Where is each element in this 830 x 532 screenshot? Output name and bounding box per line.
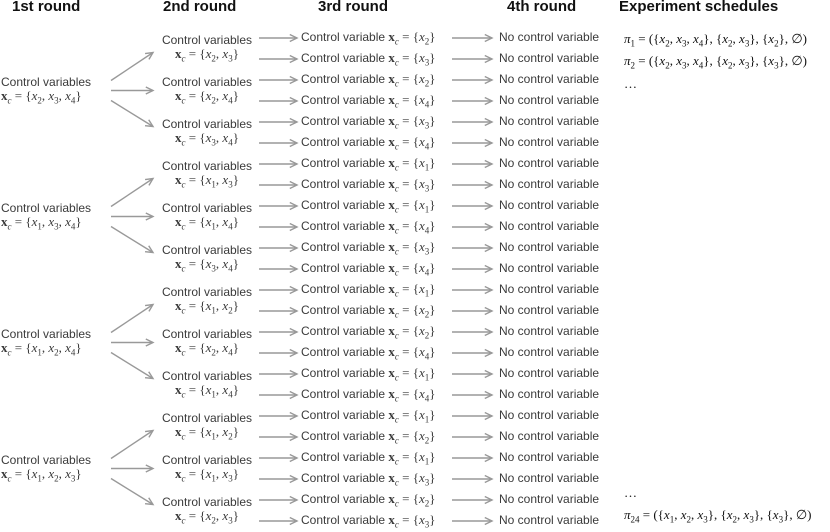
arrow-r3-r4 xyxy=(452,224,492,231)
round4-node: No control variable xyxy=(499,72,600,86)
arrow-r1-r2 xyxy=(111,227,153,253)
round4-node: No control variable xyxy=(499,450,600,464)
arrow-r3-r4 xyxy=(452,392,492,399)
arrow-r3-r4 xyxy=(452,119,492,126)
schedule-pi-2: $\pi_2 = (\{x_2$, $x_3$, $x_4$}, {$x_2$, $x_3$}, $\{x_3\}$, ∅) xyxy=(624,53,807,71)
arrow-r2-r3 xyxy=(259,518,297,525)
arrow-r2-r3 xyxy=(259,371,297,378)
arrow-r3-r4 xyxy=(452,140,492,147)
arrow-r3-r4 xyxy=(452,77,492,84)
arrow-r3-r4 xyxy=(452,308,492,315)
round2-node: Control variables $x_c = \{x_2$, $x_4$} xyxy=(161,326,253,358)
arrow-r1-r2 xyxy=(111,53,153,81)
round4-node: No control variable xyxy=(499,135,600,149)
arrow-r2-r3 xyxy=(259,77,297,84)
schedule-pi-24: $\pi_{24} = (\{x_1$, $x_2$, $x_3$}, {$x_2$, $x_3$}, $\{x_3\}$, ∅) xyxy=(624,507,812,525)
header-4th-round: 4th round xyxy=(507,0,577,15)
arrow-r3-r4 xyxy=(452,434,492,441)
round2-node: Control variables $x_c = \{x_2$, $x_4$} xyxy=(161,74,253,106)
arrow-r3-r4 xyxy=(452,329,492,336)
round3-node: Control variable $x_c = \{x_2\}$ xyxy=(301,491,436,509)
schedule-ellipsis-top: … xyxy=(624,76,637,91)
round3-node: Control variable $x_c = \{x_1\}$ xyxy=(301,365,436,383)
arrow-r2-r3 xyxy=(259,245,297,252)
round3-node: Control variable $x_c = \{x_4\}$ xyxy=(301,92,436,110)
arrow-r3-r4 xyxy=(452,476,492,483)
arrow-r2-r3 xyxy=(259,350,297,357)
round2-node: Control variables $x_c = \{x_2$, $x_3$} xyxy=(161,32,253,64)
arrow-r3-r4 xyxy=(452,287,492,294)
arrow-r2-r3 xyxy=(259,203,297,210)
round4-node: No control variable xyxy=(499,387,600,401)
arrow-r1-r2 xyxy=(111,339,153,346)
arrow-r3-r4 xyxy=(452,98,492,105)
round3-node: Control variable $x_c = \{x_2\}$ xyxy=(301,428,436,446)
round4-node: No control variable xyxy=(499,156,600,170)
round2-node: Control variables $x_c = \{x_1$, $x_2$} xyxy=(161,284,253,316)
arrow-r3-r4 xyxy=(452,56,492,63)
arrow-r2-r3 xyxy=(259,455,297,462)
round4-node: No control variable xyxy=(499,303,600,317)
round4-node: No control variable xyxy=(499,513,600,527)
round4-node: No control variable xyxy=(499,471,600,485)
round3-node: Control variable $x_c = \{x_3\}$ xyxy=(301,470,436,488)
arrow-r1-r2 xyxy=(111,431,153,459)
round4-node: No control variable xyxy=(499,219,600,233)
arrow-r2-r3 xyxy=(259,308,297,315)
round3-node: Control variable $x_c = \{x_2\}$ xyxy=(301,323,436,341)
round3-node: Control variable $x_c = \{x_1\}$ xyxy=(301,281,436,299)
arrow-r3-r4 xyxy=(452,161,492,168)
round3-node: Control variable $x_c = \{x_2\}$ xyxy=(301,302,436,320)
round4-node: No control variable xyxy=(499,366,600,380)
arrow-r2-r3 xyxy=(259,476,297,483)
arrow-r3-r4 xyxy=(452,497,492,504)
arrow-r2-r3 xyxy=(259,413,297,420)
round2-node: Control variables $x_c = \{x_1$, $x_4$} xyxy=(161,368,253,400)
header-2nd-round: 2nd round xyxy=(163,0,237,15)
arrow-r3-r4 xyxy=(452,518,492,525)
arrow-r2-r3 xyxy=(259,182,297,189)
round3-node: Control variable $x_c = \{x_4\}$ xyxy=(301,134,436,152)
round1-node: Control variables $x_c = \{x_1$, $x_3$, $x_4$} xyxy=(1,200,92,232)
arrow-r2-r3 xyxy=(259,161,297,168)
round4-node: No control variable xyxy=(499,114,600,128)
round4-node: No control variable xyxy=(499,429,600,443)
round4-node: No control variable xyxy=(499,93,600,107)
round2-node: Control variables $x_c = \{x_2$, $x_3$} xyxy=(161,494,253,526)
round3-node: Control variable $x_c = \{x_4\}$ xyxy=(301,386,436,404)
round3-node: Control variable $x_c = \{x_3\}$ xyxy=(301,239,436,257)
arrow-r2-r3 xyxy=(259,287,297,294)
round3-node: Control variable $x_c = \{x_4\}$ xyxy=(301,260,436,278)
header-3rd-round: 3rd round xyxy=(318,0,388,15)
schedule-pi-1: $\pi_1 = (\{x_2$, $x_3$, $x_4$}, {$x_2$, $x_3$}, $\{x_2\}$, ∅) xyxy=(624,31,807,49)
round4-node: No control variable xyxy=(499,198,600,212)
round4-node: No control variable xyxy=(499,408,600,422)
arrow-r2-r3 xyxy=(259,497,297,504)
arrow-r2-r3 xyxy=(259,119,297,126)
arrow-r1-r2 xyxy=(111,465,153,472)
round3-node: Control variable $x_c = \{x_2\}$ xyxy=(301,29,436,47)
arrow-r3-r4 xyxy=(452,371,492,378)
round4-node: No control variable xyxy=(499,177,600,191)
round2-node: Control variables $x_c = \{x_3$, $x_4$} xyxy=(161,242,253,274)
round3-node: Control variable $x_c = \{x_2\}$ xyxy=(301,71,436,89)
arrow-r2-r3 xyxy=(259,224,297,231)
round2-node: Control variables $x_c = \{x_3$, $x_4$} xyxy=(161,116,253,148)
round3-node: Control variable $x_c = \{x_1\}$ xyxy=(301,155,436,173)
arrow-r1-r2 xyxy=(111,479,153,505)
arrow-r3-r4 xyxy=(452,455,492,462)
header-experiment-schedules: Experiment schedules xyxy=(619,0,779,15)
round4-node: No control variable xyxy=(499,282,600,296)
arrow-r2-r3 xyxy=(259,35,297,42)
arrow-r3-r4 xyxy=(452,413,492,420)
arrow-r1-r2 xyxy=(111,213,153,220)
round3-node: Control variable $x_c = \{x_1\}$ xyxy=(301,197,436,215)
round3-node: Control variable $x_c = \{x_3\}$ xyxy=(301,113,436,131)
arrow-r3-r4 xyxy=(452,182,492,189)
arrow-r2-r3 xyxy=(259,98,297,105)
round4-node: No control variable xyxy=(499,51,600,65)
round3-node: Control variable $x_c = \{x_3\}$ xyxy=(301,176,436,194)
round4-node: No control variable xyxy=(499,240,600,254)
arrow-r1-r2 xyxy=(111,305,153,333)
arrow-r1-r2 xyxy=(111,353,153,379)
round1-node: Control variables $x_c = \{x_1$, $x_2$, $x_4$} xyxy=(1,326,92,358)
arrow-r3-r4 xyxy=(452,35,492,42)
arrow-r2-r3 xyxy=(259,392,297,399)
schedule-ellipsis-bottom: … xyxy=(624,485,637,500)
arrow-r2-r3 xyxy=(259,56,297,63)
round2-node: Control variables $x_c = \{x_1$, $x_3$} xyxy=(161,452,253,484)
round3-node: Control variable $x_c = \{x_1\}$ xyxy=(301,407,436,425)
round3-node: Control variable $x_c = \{x_3\}$ xyxy=(301,512,436,530)
round1-node: Control variables $x_c = \{x_2$, $x_3$, $x_4$} xyxy=(1,74,92,106)
round3-node: Control variable $x_c = \{x_4\}$ xyxy=(301,218,436,236)
round3-node: Control variable $x_c = \{x_4\}$ xyxy=(301,344,436,362)
round2-node: Control variables $x_c = \{x_1$, $x_3$} xyxy=(161,158,253,190)
arrow-r3-r4 xyxy=(452,203,492,210)
round4-node: No control variable xyxy=(499,324,600,338)
arrow-r2-r3 xyxy=(259,434,297,441)
round1-node: Control variables $x_c = \{x_1$, $x_2$, $x_3$} xyxy=(1,452,92,484)
round3-node: Control variable $x_c = \{x_1\}$ xyxy=(301,449,436,467)
round2-node: Control variables $x_c = \{x_1$, $x_2$} xyxy=(161,410,253,442)
arrow-r1-r2 xyxy=(111,87,153,94)
arrow-r1-r2 xyxy=(111,179,153,207)
round4-node: No control variable xyxy=(499,492,600,506)
arrow-r3-r4 xyxy=(452,266,492,273)
round4-node: No control variable xyxy=(499,30,600,44)
header-1st-round: 1st round xyxy=(12,0,81,15)
round4-node: No control variable xyxy=(499,345,600,359)
round3-node: Control variable $x_c = \{x_3\}$ xyxy=(301,50,436,68)
round2-node: Control variables $x_c = \{x_1$, $x_4$} xyxy=(161,200,253,232)
arrow-r2-r3 xyxy=(259,266,297,273)
arrow-r3-r4 xyxy=(452,350,492,357)
round4-node: No control variable xyxy=(499,261,600,275)
arrow-r2-r3 xyxy=(259,140,297,147)
arrow-r1-r2 xyxy=(111,101,153,127)
arrow-r3-r4 xyxy=(452,245,492,252)
arrow-r2-r3 xyxy=(259,329,297,336)
